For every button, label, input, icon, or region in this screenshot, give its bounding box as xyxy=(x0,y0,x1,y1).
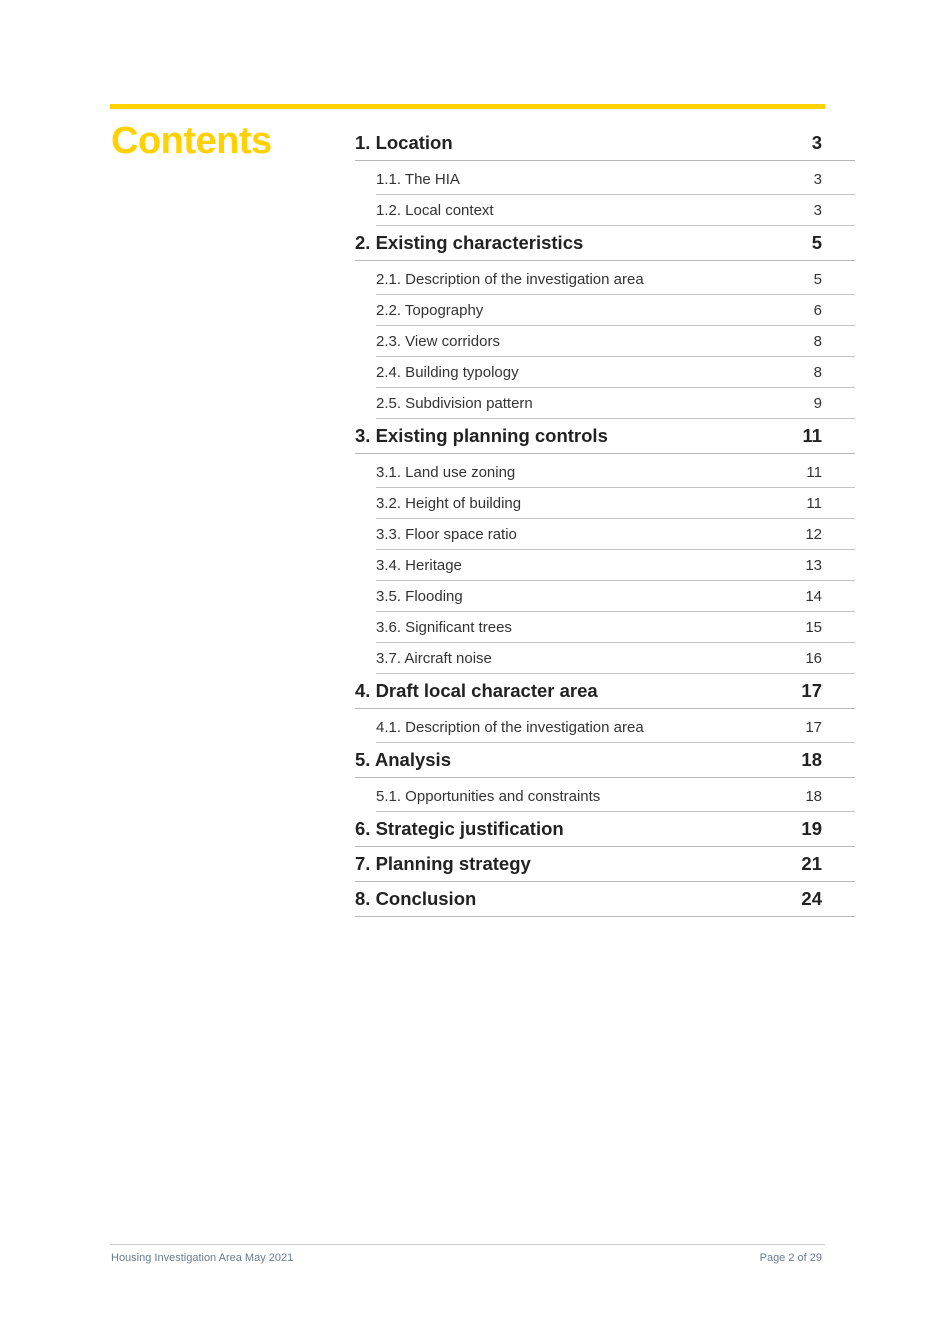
toc-subsection-title: 4.1. Description of the investigation area xyxy=(376,718,644,736)
toc-section-title: 5. Analysis xyxy=(355,749,451,770)
page-title: Contents xyxy=(111,120,272,162)
toc-section-entry[interactable] xyxy=(355,126,855,161)
top-accent-rule xyxy=(110,104,825,109)
footer-document-title: Housing Investigation Area May 2021 xyxy=(111,1252,294,1264)
toc-section-page: 24 xyxy=(801,888,822,909)
toc-subsection-list xyxy=(355,161,855,226)
toc-subsection-page: 12 xyxy=(805,525,822,543)
toc-section xyxy=(355,847,855,882)
toc-subsection-entry[interactable] xyxy=(376,388,855,419)
toc-section-entry[interactable] xyxy=(355,226,855,261)
toc-section xyxy=(355,674,855,743)
toc-subsection-list xyxy=(355,778,855,812)
toc-section-page: 11 xyxy=(802,425,822,446)
toc-subsection-entry[interactable] xyxy=(376,264,855,295)
footer-page-number: Page 2 of 29 xyxy=(759,1252,822,1264)
toc-section-page: 18 xyxy=(801,749,822,770)
toc-subsection-page: 11 xyxy=(806,494,822,512)
toc-subsection-title: 2.5. Subdivision pattern xyxy=(376,394,533,412)
toc-section-page: 21 xyxy=(801,853,822,874)
toc-section-title: 1. Location xyxy=(355,132,453,153)
toc-subsection-page: 3 xyxy=(813,170,822,188)
toc-subsection-title: 1.2. Local context xyxy=(376,201,494,219)
toc-subsection-page: 3 xyxy=(813,201,822,219)
toc-section-entry[interactable] xyxy=(355,674,855,709)
toc-section-title: 4. Draft local character area xyxy=(355,680,598,701)
toc-section-entry[interactable] xyxy=(355,419,855,454)
toc-subsection-page: 8 xyxy=(813,332,822,350)
toc-section xyxy=(355,812,855,847)
toc-subsection-entry[interactable] xyxy=(376,326,855,357)
toc-section-page: 19 xyxy=(801,818,822,839)
toc-section-title: 3. Existing planning controls xyxy=(355,425,608,446)
toc-subsection-title: 2.4. Building typology xyxy=(376,363,519,381)
toc-section xyxy=(355,126,855,226)
toc-subsection-title: 2.3. View corridors xyxy=(376,332,500,350)
toc-subsection-entry[interactable] xyxy=(376,457,855,488)
toc-subsection-page: 14 xyxy=(805,587,822,605)
toc-section-entry[interactable] xyxy=(355,847,855,882)
toc-subsection-entry[interactable] xyxy=(376,643,855,674)
toc-subsection-page: 6 xyxy=(813,301,822,319)
toc-subsection-title: 3.2. Height of building xyxy=(376,494,522,512)
toc-section-page: 3 xyxy=(811,132,822,153)
toc-subsection-title: 3.5. Flooding xyxy=(376,587,463,605)
toc-section-page: 5 xyxy=(811,232,822,253)
table-of-contents xyxy=(355,126,855,917)
toc-section-entry[interactable] xyxy=(355,882,855,917)
toc-subsection-title: 3.1. Land use zoning xyxy=(376,463,516,481)
toc-subsection-page: 8 xyxy=(813,363,822,381)
toc-subsection-entry[interactable] xyxy=(376,488,855,519)
toc-subsection-entry[interactable] xyxy=(376,519,855,550)
toc-subsection-title: 3.7. Aircraft noise xyxy=(376,649,492,667)
toc-subsection-title: 3.4. Heritage xyxy=(376,556,462,574)
toc-subsection-list xyxy=(355,709,855,743)
toc-subsection-title: 3.3. Floor space ratio xyxy=(376,525,517,543)
toc-section-entry[interactable] xyxy=(355,743,855,778)
toc-section-title: 2. Existing characteristics xyxy=(355,232,584,253)
toc-section xyxy=(355,743,855,812)
toc-subsection-page: 5 xyxy=(813,270,822,288)
toc-subsection-page: 17 xyxy=(805,718,822,736)
toc-subsection-title: 2.2. Topography xyxy=(376,301,484,319)
toc-subsection-entry[interactable] xyxy=(376,612,855,643)
toc-section-entry[interactable] xyxy=(355,812,855,847)
toc-subsection-title: 2.1. Description of the investigation area xyxy=(376,270,644,288)
toc-subsection-page: 9 xyxy=(813,394,822,412)
toc-subsection-title: 1.1. The HIA xyxy=(376,170,460,188)
toc-section-page: 17 xyxy=(801,680,822,701)
toc-subsection-entry[interactable] xyxy=(376,712,855,743)
toc-subsection-entry[interactable] xyxy=(376,357,855,388)
toc-subsection-page: 13 xyxy=(805,556,822,574)
toc-subsection-title: 5.1. Opportunities and constraints xyxy=(376,787,601,805)
toc-subsection-entry[interactable] xyxy=(376,164,855,195)
toc-subsection-page: 16 xyxy=(805,649,822,667)
toc-subsection-page: 11 xyxy=(806,463,822,481)
toc-subsection-page: 15 xyxy=(805,618,822,636)
footer-divider xyxy=(110,1244,825,1245)
toc-subsection-entry[interactable] xyxy=(376,195,855,226)
toc-subsection-page: 18 xyxy=(805,787,822,805)
toc-subsection-entry[interactable] xyxy=(376,550,855,581)
toc-subsection-list xyxy=(355,261,855,419)
toc-subsection-title: 3.6. Significant trees xyxy=(376,618,512,636)
toc-subsection-entry[interactable] xyxy=(376,781,855,812)
toc-section-title: 6. Strategic justification xyxy=(355,818,564,839)
toc-section xyxy=(355,419,855,674)
toc-section xyxy=(355,882,855,917)
toc-subsection-entry[interactable] xyxy=(376,581,855,612)
toc-subsection-entry[interactable] xyxy=(376,295,855,326)
toc-section-title: 7. Planning strategy xyxy=(355,853,531,874)
toc-section xyxy=(355,226,855,419)
toc-section-title: 8. Conclusion xyxy=(355,888,477,909)
toc-subsection-list xyxy=(355,454,855,674)
